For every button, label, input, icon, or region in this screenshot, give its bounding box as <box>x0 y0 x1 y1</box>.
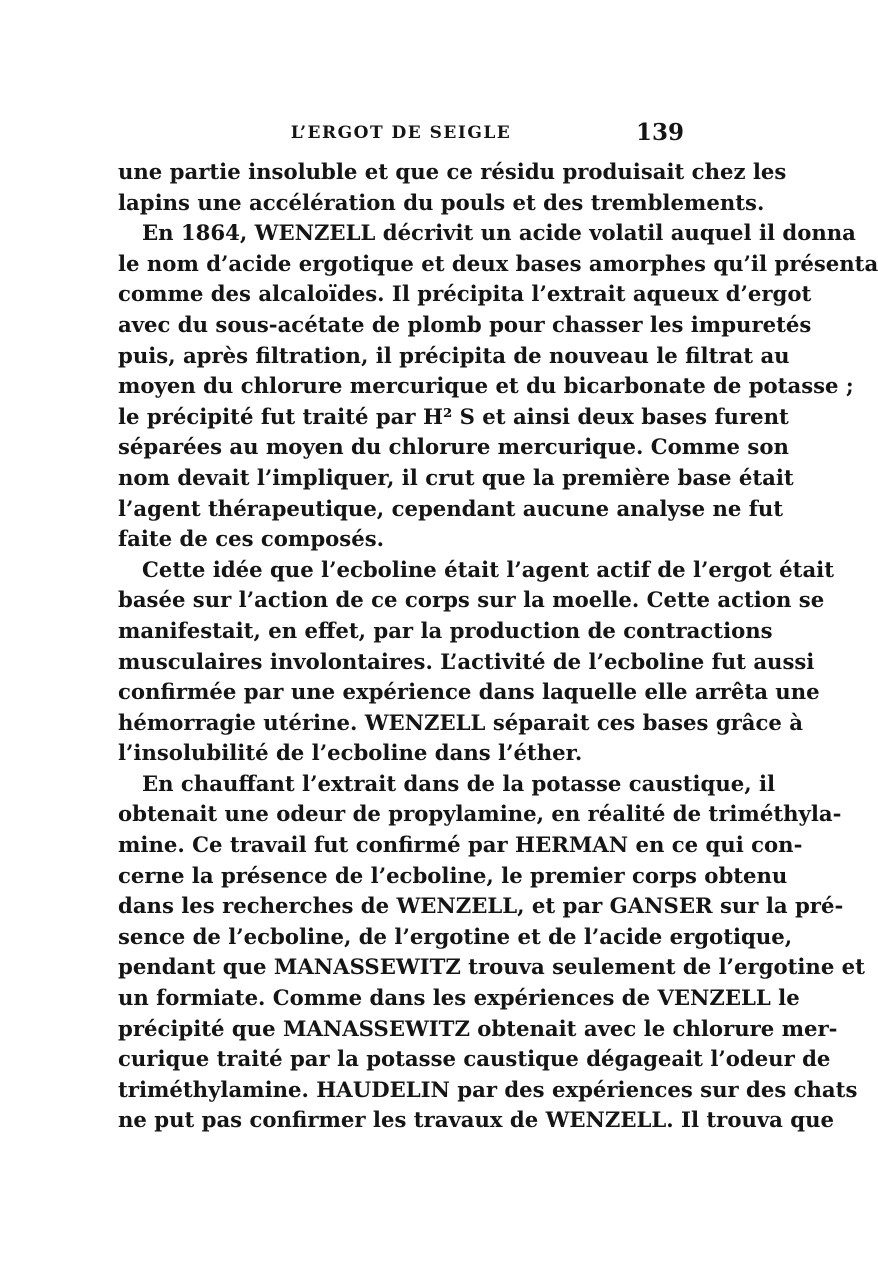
text-line: l’insolubilité de l’ecboline dans l’éther. <box>118 740 583 766</box>
running-head <box>118 118 684 148</box>
text-line: basée sur l’action de ce corps sur la moelle. Cette action se <box>118 587 825 613</box>
text-line: obtenait une odeur de propylamine, en réalité de triméthyla- <box>118 801 842 827</box>
text-line: lapins une accélération du pouls et des tremblements. <box>118 189 765 215</box>
text-line: une partie insoluble et que ce résidu produisait chez les <box>118 159 787 184</box>
text-line: triméthylamine. HAUDELIN par des expériences sur des chats <box>118 1076 858 1102</box>
text-line: En chauffant l’extrait dans de la potasse caustique, il <box>142 770 776 796</box>
text-line: le précipité fut traité par H² S et ainsi deux bases furent <box>118 403 789 429</box>
text-line: le nom d’acide ergotique et deux bases amorphes qu’il présenta <box>118 250 878 276</box>
page-number: 139 <box>635 119 684 146</box>
text-line: manifestait, en effet, par la production de contractions <box>118 617 773 643</box>
text-line: hémorragie utérine. WENZELL séparait ces bases grâce à <box>118 709 804 735</box>
text-line: précipité que MANASSEWITZ obtenait avec le chlorure mer- <box>118 1015 838 1041</box>
text-line: moyen du chlorure mercurique et du bicarbonate de potasse ; <box>118 373 854 399</box>
text-line: mine. Ce travail fut confirmé par HERMAN en ce qui con- <box>118 832 803 858</box>
text-line: Cette idée que l’ecboline était l’agent actif de l’ergot était <box>142 556 835 582</box>
text-line: comme des alcaloïdes. Il précipita l’extrait aqueux d’ergot <box>118 281 812 307</box>
text-line: avec du sous-acétate de plomb pour chasser les impuretés <box>118 311 812 337</box>
text-line: musculaires involontaires. L’activité de l’ecboline fut aussi <box>118 648 815 674</box>
body-text <box>118 157 878 1136</box>
text-line: confirmée par une expérience dans laquelle elle arrêta une <box>118 679 820 705</box>
running-title: L’ERGOT DE SEIGLE <box>290 123 512 143</box>
text-line: En 1864, WENZELL décrivit un acide volatil auquel il donna <box>142 220 856 246</box>
text-line: dans les recherches de WENZELL, et par GANSER sur la pré- <box>118 893 844 919</box>
text-line: sence de l’ecboline, de l’ergotine et de l’acide ergotique, <box>118 923 793 949</box>
text-line: ne put pas confirmer les travaux de WENZELL. Il trouva que <box>118 1107 834 1133</box>
text-line: pendant que MANASSEWITZ trouva seulement de l’ergotine et <box>118 954 865 980</box>
text-line: un formiate. Comme dans les expériences de VENZELL le <box>118 985 800 1011</box>
text-line: faite de ces composés. <box>118 526 385 552</box>
text-line: séparées au moyen du chlorure mercurique. Comme son <box>118 434 789 460</box>
text-line: puis, après filtration, il précipita de nouveau le filtrat au <box>118 342 790 368</box>
text-line: nom devait l’impliquer, il crut que la première base était <box>118 464 794 490</box>
text-line: l’agent thérapeutique, cependant aucune analyse ne fut <box>118 495 784 521</box>
text-line: curique traité par la potasse caustique dégageait l’odeur de <box>118 1046 831 1072</box>
text-line: cerne la présence de l’ecboline, le premier corps obtenu <box>118 862 788 888</box>
